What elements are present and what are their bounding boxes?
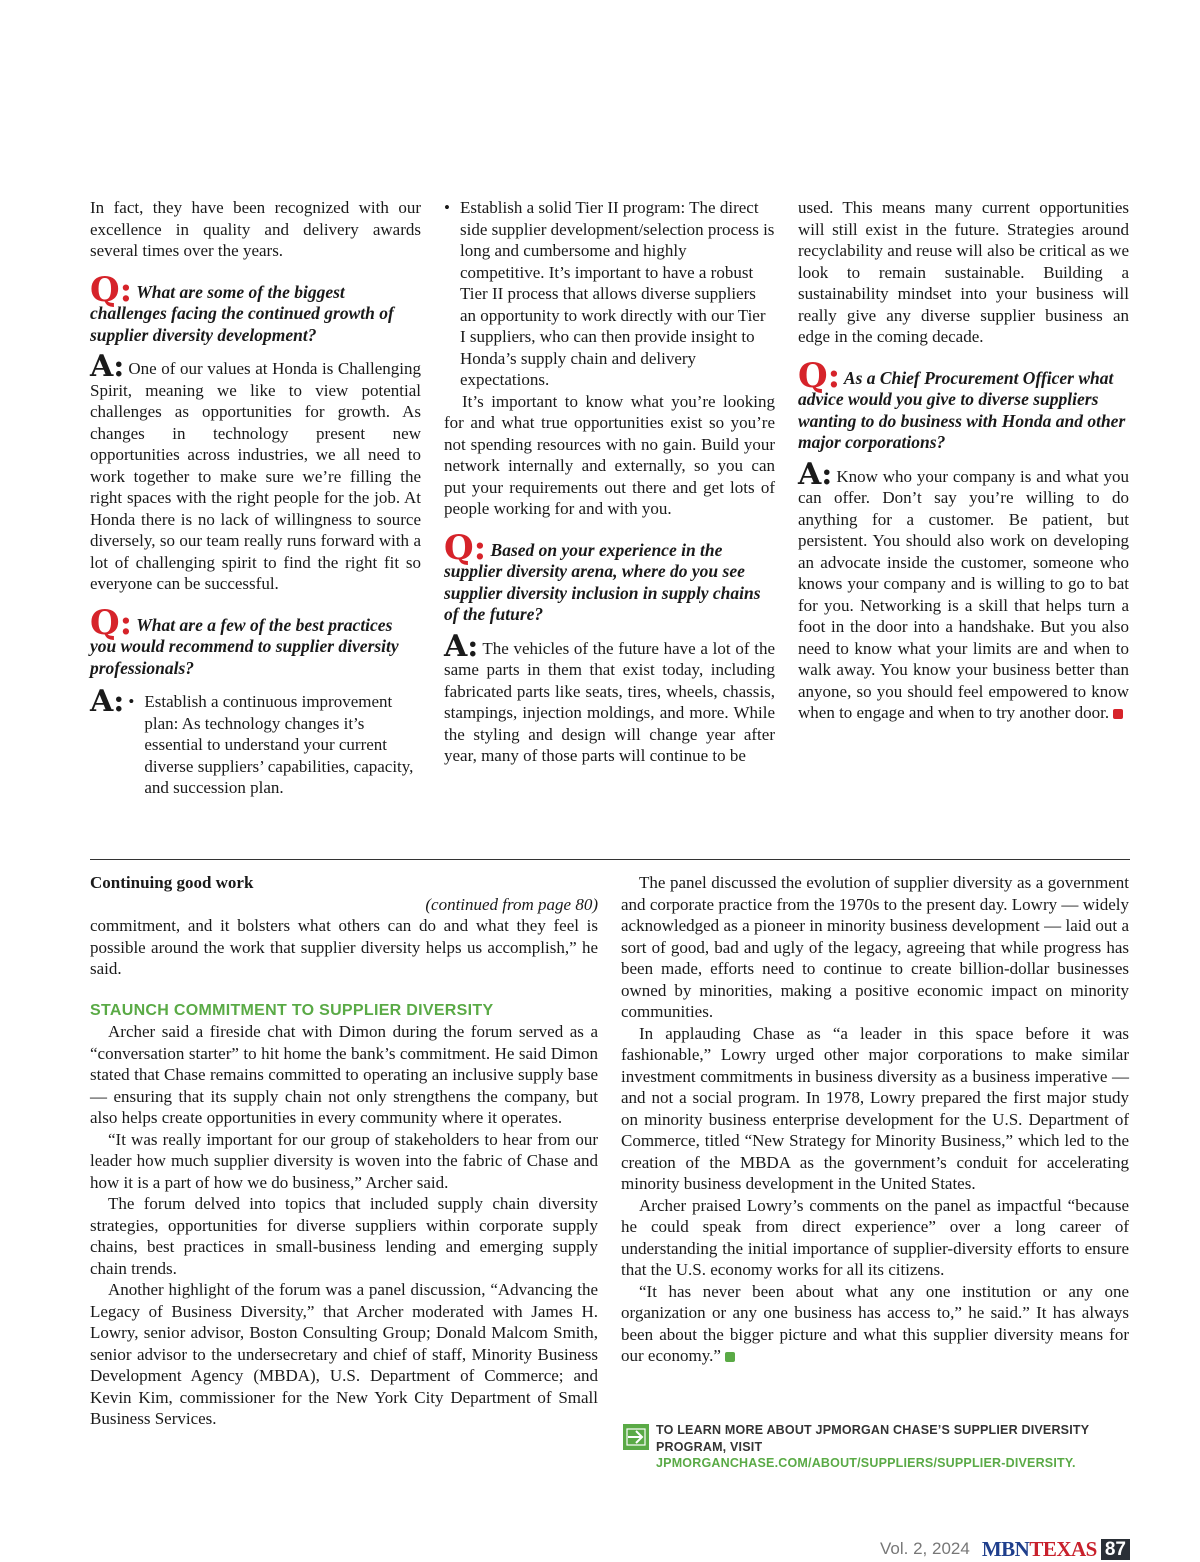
article-title: Continuing good work	[90, 873, 254, 892]
end-mark-icon	[725, 1352, 735, 1362]
intro-paragraph: In fact, they have been recognized with our excellence in quality and delivery awards several times over the years.	[90, 198, 421, 260]
a-label: A:	[90, 684, 125, 719]
col2-paragraph: It’s important to know what you’re looking for and what true opportunities exist so you’re not spending resources with no gain. Build your network internally and externally, so you can put your requirements out there and get lots of people working for and with you.	[444, 391, 775, 518]
lower-right-p2: In applauding Chase as “a leader in this space before it was fashionable,” Lowry urged other major corporations to make similar investment commitments in business diversity as a business imperative — and not a social program. In 1978, Lowry prepared the first major study on minority business enterprise development for the U.S. Department of Commerce, titled “New Strategy for Minority Business,” which led to the creation of the MBDA as the government’s conduit for accelerating minority business development in the United States.	[621, 1023, 1129, 1193]
col3-continuation: used. This means many current opportunities will still exist in the future. Strategies around recyclability and reuse will also be critical as we look to remain sustainable. Building a sustainability mindset into your business will really give any diverse supplier business an edge in the coming decade.	[798, 198, 1129, 346]
lower-left-column	[90, 872, 598, 1430]
lower-left-p1: commitment, and it bolsters what others can do and what they feel is possible around the work that supplier diversity helps us accomplish,” he said.	[90, 916, 598, 978]
question-3-text: Based on your experience in the supplier diversity arena, where do you see supplier diversity inclusion in supply chains of the future?	[444, 539, 761, 624]
lower-left-p5: Another highlight of the forum was a panel discussion, “Advancing the Legacy of Business Diversity,” that Archer moderated with James H. Lowry, senior advisor, Boston Consulting Group; Donald Malcom Smith, senior advisor to the undersecretary and chief of staff, Minority Business Development Agency (MBDA), U.S. Department of Commerce; and Kevin Kim, commissioner for the New York City Department of Small Business Services.	[90, 1280, 598, 1428]
cta-link[interactable]: JPMORGANCHASE.COM/ABOUT/SUPPLIERS/SUPPLIER-DIVERSITY.	[656, 1456, 1076, 1470]
q-label: Q:	[90, 602, 133, 643]
lower-right-p3: Archer praised Lowry’s comments on the panel as impactful “because he could speak from direct experience” over a long career of understanding the initial importance of supplier-diversity efforts to ensure that the U.S. economy works for all its citizens.	[621, 1195, 1129, 1279]
cta-label: TO LEARN MORE ABOUT JPMORGAN CHASE’S SUPPLIER DIVERSITY PROGRAM, VISIT	[656, 1423, 1090, 1454]
continued-note: (continued from page 80)	[425, 894, 598, 914]
answer-2-bullet: Establish a continuous improvement plan: As technology changes it’s essential to understand your current diverse suppliers’ capabilities, capacity, and succession plan.	[144, 692, 414, 797]
magazine-logo	[982, 1537, 1097, 1562]
lower-right-column	[621, 872, 1129, 1367]
q-label: Q:	[798, 355, 841, 396]
answer-3	[444, 628, 775, 767]
lower-right-p4-text: “It has never been about what any one institution or any one organization or any one business has access to,” he said.” It has always been about the bigger picture and what this supplier diversity means for our economy.”	[621, 1281, 1129, 1365]
a-label: A:	[90, 349, 125, 384]
answer-1	[90, 349, 421, 595]
volume-label: Vol. 2, 2024	[880, 1539, 970, 1558]
column-2	[444, 197, 775, 767]
arrow-right-icon	[623, 1424, 649, 1450]
answer-2	[90, 684, 421, 799]
cta-text	[656, 1422, 1103, 1472]
answer-3-text: The vehicles of the future have a lot of the same parts in them that exist today, including fabricated parts like seats, tires, wheels, chassis, stampings, injection moldings, and more. While the styling and design will change year after year, many of those parts will continue to be	[444, 638, 775, 765]
question-1-text: What are some of the biggest challenges facing the continued growth of supplier diversity development?	[90, 281, 394, 345]
lower-right-p4	[621, 1281, 1129, 1367]
subhead: STAUNCH COMMITMENT TO SUPPLIER DIVERSITY	[90, 1001, 494, 1019]
column-3	[798, 197, 1129, 724]
lower-left-p3: “It was really important for our group of stakeholders to hear from our leader how much supplier diversity is woven into the fabric of Chase and how it is a part of how we do business,” Archer said.	[90, 1129, 598, 1192]
lower-right-p1: The panel discussed the evolution of supplier diversity as a government and corporate practice from the 1970s to the present day. Lowry — widely acknowledged as a pioneer in minority business development — laid out a sort of good, bad and ugly of the legacy, agreeing that while progress has been made, efforts need to continue to create billion-dollar businesses owned by minorities, making a positive economic impact on minority communities.	[621, 873, 1129, 1021]
q-label: Q:	[90, 269, 133, 310]
lower-left-p4: The forum delved into topics that included supply chain diversity strategies, opportunities for diverse suppliers within corporate supply chains, best practices in small-business lending and emerging supply chain trends.	[90, 1194, 598, 1278]
page-footer	[880, 1537, 1130, 1562]
page-number: 87	[1101, 1539, 1130, 1560]
question-3	[444, 527, 775, 626]
bullet-tier2	[444, 197, 775, 391]
section-divider	[90, 859, 1130, 860]
column-1	[90, 197, 421, 799]
bullet-icon: •	[128, 692, 135, 711]
question-4-text: As a Chief Procurement Officer what advice would you give to diverse suppliers wanting to do business with Honda and other major corporations?	[798, 367, 1126, 452]
answer-4	[798, 456, 1129, 724]
answer-4-text: Know who your company is and what you can offer. Don’t say you’re willing to do anything for a customer. Be patient, but persistent. You should also work on developing an advocate inside the customer, someone who knows your company and is willing to go to bat for you. Networking is a skill that helps turn a foot in the door into a handshake. But you also need to know what your limits are and when to walk away. You know your business better than anyone, so you should feel empowered to know when to engage and when to try another door.	[798, 466, 1129, 722]
logo-texas: TEXAS	[1029, 1537, 1097, 1561]
a-label: A:	[444, 628, 479, 664]
bullet-icon: •	[444, 198, 450, 217]
logo-mbn: MBN	[981, 1537, 1030, 1561]
bullet-tier2-text: Establish a solid Tier II program: The direct side supplier development/selection process is long and cumbersome and highly competitive. It’s important to have a robust Tier II process that allows diverse suppliers an opportunity to work directly with our Tier I suppliers, who can then provide insight to Honda’s supply chain and delivery expectations.	[460, 198, 775, 389]
end-mark-icon	[1113, 709, 1123, 719]
cta-box	[623, 1422, 1103, 1472]
lower-left-p2: Archer said a fireside chat with Dimon during the forum served as a “conversation starter” to hit home the bank’s commitment. He said Dimon stated that Chase remains committed to operating an inclusive supply base — ensuring that its supply chain not only strengthens the company, but also helps create opportunities in every community where it operates.	[90, 1022, 598, 1127]
answer-1-text: One of our values at Honda is Challenging Spirit, meaning we like to view potential challenges as opportunities for growth. As changes in technology present new opportunities across industries, we all need to work together to make sure we’re filling the right spaces with the right people for the job. At Honda there is no lack of willingness to source diversely, so our team really runs forward with a lot of challenging spirit to find the right fit so everyone can be successful.	[90, 359, 421, 593]
question-1	[90, 269, 421, 347]
question-2	[90, 602, 421, 680]
q-label: Q:	[444, 527, 487, 568]
question-4	[798, 355, 1129, 454]
question-2-text: What are a few of the best practices you would recommend to supplier diversity professionals?	[90, 614, 399, 678]
a-label: A:	[798, 456, 833, 492]
